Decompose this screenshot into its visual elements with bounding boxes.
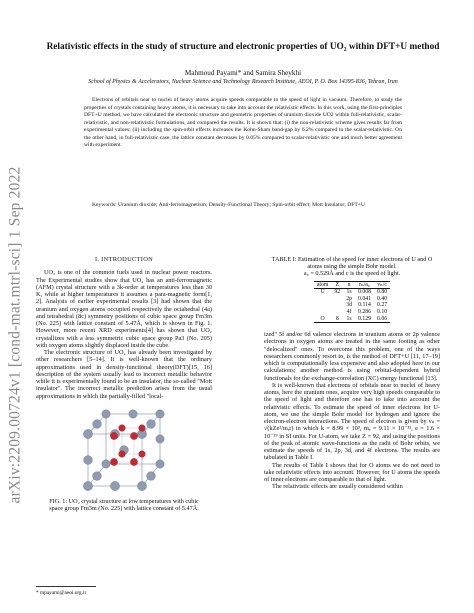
table-cell: 0.286 [357, 308, 372, 315]
table-cell: 0.114 [358, 302, 371, 309]
table-cell [331, 296, 343, 303]
table-cell [314, 302, 332, 309]
right-paragraph-3: The results of Table I shows that for O atoms we do not need to take relativistic effects into account. However, for U atoms the speeds of inner electrons are comparable to that of light. [264, 461, 440, 484]
table-header-cell: rₙ/a₀ [355, 281, 374, 289]
table-cell: U [320, 289, 325, 296]
table-caption-line-2: a₀ = 0.529Å and c is the speed of light. [303, 270, 401, 278]
arxiv-id: arXiv:2209.00724v1 [cond-mat.mtrl-sci] 1 Sep 2022 [6, 166, 23, 504]
table-cell: 0.008 [357, 289, 372, 296]
section-heading: I. INTRODUCTION [94, 256, 154, 263]
table-cell: 4f [346, 308, 352, 315]
table-cell: 3d [346, 302, 352, 309]
speed-table [314, 281, 390, 324]
table-cell: 1s [346, 289, 352, 296]
table-cell: 0.27 [377, 302, 388, 309]
abstract-text: Electrons of orbitals near to nuclei of heavy atoms acquire speeds comparable to the speed of light in vacuum. Therefore, to study the properties of crystals containing heavy atoms, it is necessary to take into account the relativistic effects. In this work, using the first-principles DFT+U method, we have calculated the electronic structure and geometric properties of uranium dioxide UO2 within full-relativistic, scalar-relativistic, and non-relativistic formulations, and compared the results. It is shown that: (i) the non-relativistic scheme gives results far from experimental values; (ii) including the spin-orbit effects increases the Kohn-Sham band-gap by 6.2% compared to the scalar-relativistic. On the other hand, in full-relativistic case, the lattice constant decreases by 0.05% compared to scalar-relativistic one and much better agreement with experiment. [84, 97, 402, 148]
right-paragraph-2: It is well-known that electrons of orbitals near to nuclei of heavy atoms, here the uranium ones, acquire very high speeds comparable to the speed of light and therefore one has to take into account the relativistic effects. To estimate the speed of inner electrons for U-atom, we use the simple Bohr model for hydrogen and ignore the electron-electron interactions. The speed of electron is given by vₙ = √(kZe²/mₑr) in which k = 8.99 × 10⁹, mₑ = 9.11 × 10⁻³¹, e = 1.6 × 10⁻¹⁹ in SI units. For U-atom, we take Z = 92, and using the positions of the peak of atomic wave-functions as the radii of Bohr orbits, we estimate the speeds of 1s, 2p, 3d, and 4f electrons. The results are tabulated in Table I. [264, 381, 440, 462]
table-row [314, 289, 390, 296]
table-cell: 0.10 [377, 308, 388, 315]
arxiv-stamp [2, 130, 28, 540]
right-paragraph-1: ized" 5f and/or 6d valence electrons in uranium atoms or 2p valence electrons in oxygen atoms are treated in the same footing as other "delocalized" ones. To overcome this problem, one of the ways researchers commonly resort to, is the method of DFT+U [11, 17–19] which is computationally less expensive and also adopted here in our calculations; another method is using orbital-dependent hybrid functionals for the exchange-correlation (XC) energy functional [13]. [264, 331, 440, 382]
table-cell: 0.40 [377, 295, 388, 302]
left-column [36, 256, 212, 512]
table-cell: O [314, 316, 332, 323]
table-row [314, 296, 390, 303]
footnote: * mpayami@aeoi.org.ir [36, 590, 87, 596]
table-cell: 8 [331, 316, 343, 323]
right-column [264, 256, 440, 491]
intro-paragraph-1: UO₂ is one of the common fuels used in nuclear power reactors. The Experimental studies show that UO₂ has an anti-ferromagnetic (AFM) crystal structure with a 3k-order at temperatures less than 30 K, while at higher temperatures it assumes a para-magnetic form[1, 2]. Analysis of earlier experimental results [3] had shown that the uranium and oxygen atoms occupied respectively the octahedral (4a) and tetrahedral (8c) symmetry positions of cubic space group Fm3m (No. 225) with lattice constant of 5.47Å, which is shown in Fig. 1. However, more recent XRD experiments[4] has shown that UO₂ crystallizes with a less symmetric cubic space group Pa3 (No. 205) with oxygen atoms slightly displaced inside the cube. [36, 269, 212, 349]
table-caption-line-1: TABLE I: Estimation of the speed for inner electrons of U and O atoms using the simple Bohr model. [271, 256, 433, 271]
table-header-cell: Z [331, 281, 343, 289]
figure-caption: FIG. 1: UO₂ crystal structure at low temperatures with cubic space group Fm3m (No. 225) with lattice constant of 5.47Å. [49, 497, 199, 512]
table-row [314, 302, 390, 309]
table-cell: 0.06 [374, 316, 390, 323]
table-caption [264, 256, 440, 278]
intro-paragraph-2: The electronic structure of UO₂ has already been investigated by other researchers [5–14]. It is well-known that the ordinary approximations used in density-functional theory(DFT)[15, 16] description of the system usually lead to incorrect metallic behavior while it is experimentally found to be an insulator, the so-called "Mott insulator". The incorrect metallic prediction arises from the usual approximations in which the partially-filled "local- [36, 349, 212, 400]
table-header-cell: n [343, 281, 355, 289]
table-cell: 1s [343, 316, 355, 323]
table-cell [331, 309, 343, 316]
affiliation: School of Physics & Accelerators, Nuclear Science and Technology Research Institute, AEOI, P. O. Box 14395-836, Tehran, Iran [88, 79, 398, 85]
right-paragraph-4: The relativistic effects are usually considered within [272, 483, 403, 491]
crystal-structure-image [64, 406, 184, 494]
table-row [314, 309, 390, 316]
table-header-cell: vₙ/c [374, 281, 390, 289]
table-cell: 2p [346, 295, 352, 302]
table-cell [331, 302, 343, 309]
footnote-rule [36, 586, 96, 587]
table-cell: 0.80 [377, 289, 388, 296]
table-row [314, 316, 390, 323]
paper-title: Relativistic effects in the study of structure and electronic properties of UO₂ within DFT+U method [46, 42, 440, 52]
keywords: Keywords: Uranium dioxide; Anti-ferromagnetism; Density-Functional Theory; Spin-orbit effect; Mott Insulator; DFT+U [92, 202, 365, 208]
authors: Mahmoud Payami* and Samira Sheykhi [184, 69, 302, 77]
table-cell: 92 [334, 289, 341, 296]
table-header-cell: atom [314, 281, 332, 289]
table-cell: 0.129 [355, 316, 374, 323]
figure-1 [36, 406, 212, 494]
table-header-row [314, 281, 390, 289]
abstract [84, 97, 402, 150]
table-cell [314, 309, 332, 316]
table-cell: 0.041 [357, 295, 372, 302]
table-cell [314, 296, 332, 303]
